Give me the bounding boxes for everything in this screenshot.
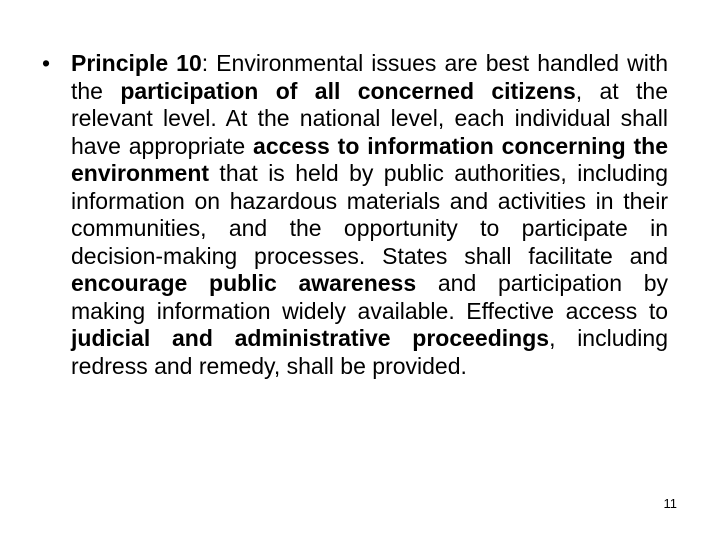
- principle-bullet: [42, 50, 668, 380]
- text-segment-emphasis: judicial and administrative proceedings: [71, 325, 550, 351]
- text-segment: and participation by making information widely available. Effective access to: [71, 270, 669, 324]
- text-segment-emphasis: access to information concerning the environment: [71, 132, 669, 186]
- bullet-marker: •: [42, 50, 51, 76]
- text-segment: , at the relevant level. At the national level, each individual shall have appropriate: [71, 77, 669, 159]
- text-segment-principle-label: Principle 10: [71, 50, 202, 76]
- principle-text: [71, 50, 668, 380]
- text-segment: , including redress and remedy, shall be provided.: [71, 325, 668, 379]
- page-number: 11: [663, 496, 677, 511]
- text-segment: that is held by public authorities, including information on hazardous materials and activities in their communities, and the opportunity to participate in decision-making processes. States shall facilitate and: [71, 160, 668, 269]
- text-segment-emphasis: participation of all concerned citizens: [120, 77, 576, 104]
- text-segment: : Environmental issues are best handled with the: [71, 50, 669, 104]
- text-segment-emphasis: encourage public awareness: [71, 270, 417, 296]
